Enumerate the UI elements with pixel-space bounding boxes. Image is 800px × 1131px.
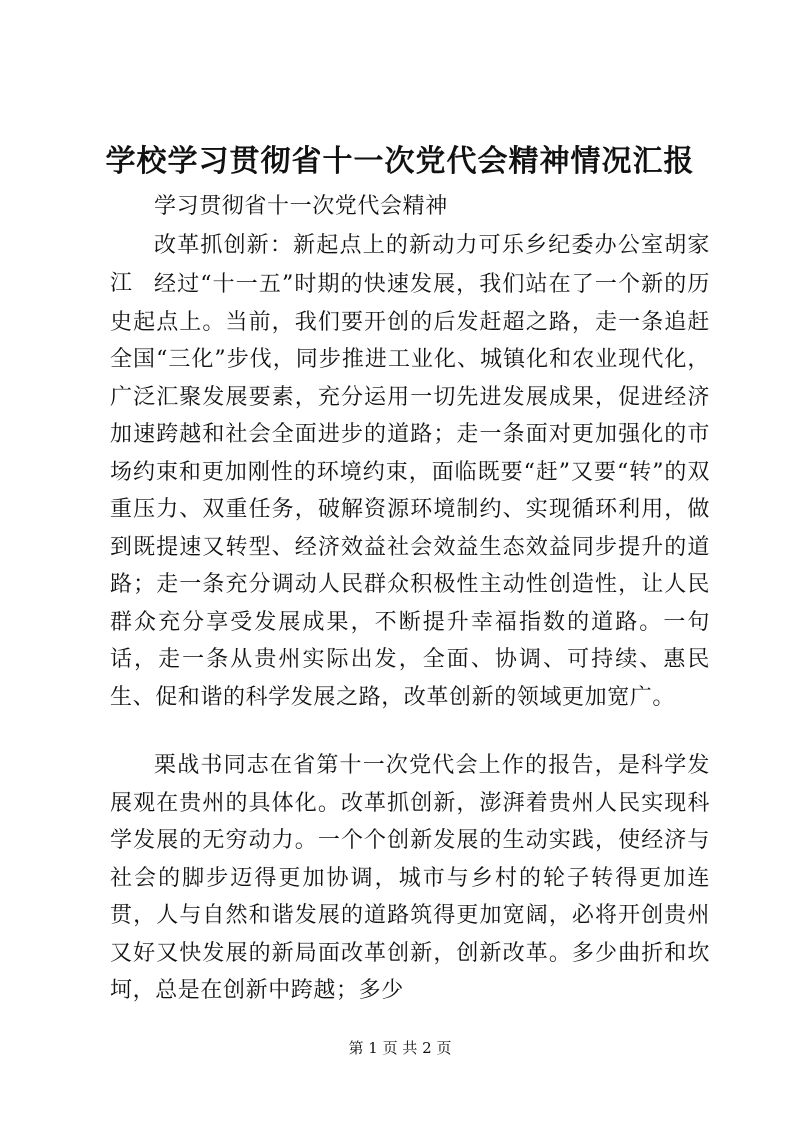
body-paragraph-1: 经过“十一五”时期的快速发展，我们站在了一个新的历史起点上。当前，我们要开创的后发赶超之路，走一条追赶全国“三化”步伐，同步推进工业化、城镇化和农业现代化，广泛汇聚发展要素，充分运用一切先进发展成果，促进经济加速跨越和社会全面进步的道路；走一条面对更加强化的市场约束和更加刚性的环境约束，面临既要“赶”又要“转”的双重压力、双重任务，破解资源环境制约、实现循环利用，做到既提速又转型、经济效益社会效益生态效益同步提升的道路；走一条充分调动人民群众积极性主动性创造性，让人民群众充分享受发展成果，不断提升幸福指数的道路。一句话，走一条从贵州实际出发，全面、协调、可持续、惠民生、促和谐的科学发展之路，改革创新的领域更加宽广。 [110, 272, 710, 710]
subtitle-line-1: 学习贯彻省十一次党代会精神 [154, 194, 448, 219]
document-title: 学校学习贯彻省十一次党代会精神情况汇报 [105, 144, 695, 179]
subtitle-line-2: 改革抓创新：新起点上的新动力可乐乡纪委办公室胡家江 [110, 233, 710, 296]
page-footer: 第 1 页 共 2 页 [348, 1039, 452, 1057]
body-paragraph-2: 栗战书同志在省第十一次党代会上作的报告，是科学发展观在贵州的具体化。改革抓创新，澎湃着贵州人民实现科学发展的无穷动力。一个个创新发展的生动实践，使经济与社会的脚步迈得更加协调，城市与乡村的轮子转得更加连贯，人与自然和谐发展的道路筑得更加宽阔，必将开创贵州又好又快发展的新局面改革创新，创新改革。多少曲折和坎坷，总是在创新中跨越；多少 [110, 753, 710, 1003]
